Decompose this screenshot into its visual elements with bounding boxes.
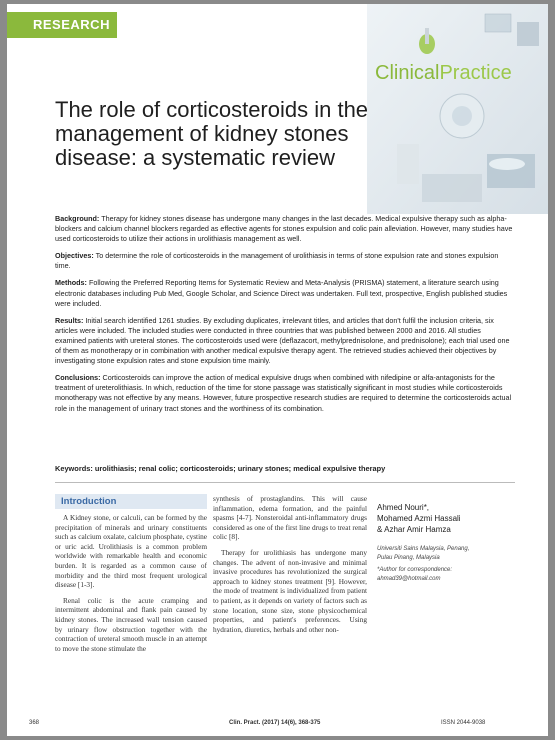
page-number: 368 xyxy=(29,720,40,726)
paragraph: A Kidney stone, or calculi, can be formed by the precipitation of minerals and urinary constituents such as calcium oxalate, calcium phosphate, cystine or uric acid. Urolithiasis is a common problem worldwide with remarkable health and economic burden. It is regarded as a common cause of morbidity and the third most frequent urological disease [1-3]. xyxy=(55,513,207,590)
abstract-results: Results: Initial search identified 1261 studies. By excluding duplicates, irrelevant titles, and articles that don't fulfil the inclusion criteria, six articles were included. The included studies were conducted in three countries that was published between 2000 and 2016. All studies examined patients with ureteral stones. The corticosteroids used were (deflazacort, methylprednisolone, and prednisolone); each trial used one of them as monotherapy or in combination with another medical expulsive therapy agent. The retrieved studies achieved their objectives by investigating stone expulsion rates and stone expulsion time mainly. xyxy=(55,315,510,366)
abstract-background: Background: Therapy for kidney stones disease has undergone many changes in the last decades. Medical expulsive therapy such as alpha-blockers and calcium channel blockers regarded as effective agents for stones expulsion and colic pain alleviation. However, many studies have used corticosteroids to utilize their actions in urolithiasis management as well. xyxy=(55,214,513,244)
abstract-objectives: Objectives: To determine the role of corticosteroids in the management of urolithiasis in terms of stone expulsion rate and stones expulsion time. xyxy=(55,251,499,271)
paragraph: synthesis of prostaglandins. This will cause inflammation, edema formation, and the painful spasms [4-7]. Nonsteroidal anti-inflammatory drugs considered as one of the first line drugs to treat renal colic [8]. xyxy=(213,494,367,542)
author-info xyxy=(377,502,517,583)
author-name: Mohamed Azmi Hassali xyxy=(377,514,461,523)
body-column-2 xyxy=(213,494,367,640)
journal-logo-part2: Practice xyxy=(439,62,512,84)
abstract xyxy=(55,214,513,421)
author-name: & Azhar Amir Hamza xyxy=(377,525,451,534)
divider xyxy=(55,482,515,483)
abstract-conclusions: Conclusions: Corticosteroids can improve the action of medical expulsive drugs when combined with nifedipine or alfa-antagonists for the treatment of ureterolithiasis. In which, reduction of the time for stone passage was statistically significant in most studies while corticosteroids monotherapy was not effective by any means. However, future prospective research studies are required to determine the corticosteroids actual role in the management of urinary tract stones and the worthiness of its combination. xyxy=(55,373,512,413)
body-column-1 xyxy=(55,494,207,659)
author-list xyxy=(377,502,517,535)
article-title: The role of corticosteroids in the management of kidney stones disease: a systematic review xyxy=(55,97,369,170)
article-page xyxy=(7,4,548,736)
journal-logo xyxy=(375,62,512,85)
abstract-methods: Methods: Following the Preferred Reporting Items for Systematic Review and Meta-Analysis (PRISMA) statement, a literature search using electronic databases including Pub Med, Google Scholar, and Science Direct was undertaken. Full text, prospective, English published studies were included. xyxy=(55,278,508,308)
lab-photo-banner xyxy=(367,4,548,214)
paragraph: Renal colic is the acute cramping and intermittent abdominal and flank pain caused by kidney stones. The increased wall tension caused by urinary flow obstruction together with the contraction of ureteral smooth muscle in an attempt to move the stone stimulate the xyxy=(55,595,207,653)
issn: ISSN 2044-9038 xyxy=(441,720,486,726)
author-name: Ahmed Nouri*, xyxy=(377,503,430,512)
journal-logo-part1: Clinical xyxy=(375,62,440,84)
section-heading-introduction: Introduction xyxy=(55,494,207,509)
paragraph: Therapy for urolithiasis has undergone many changes. The advent of non-invasive and minimal invasive procedures has revolutionized the surgical approach to kidney stones treatment [9]. However, the mode of treatment is individualized from patient to patient, as it depends on variety of factors such as stone location, stone size, stone physicochemical properties, and patient's preferences. Using hydration, diuretics, herbals and other non- xyxy=(213,547,367,634)
citation: Clin. Pract. (2017) 14(6), 368-375 xyxy=(229,720,321,726)
correspondence-email[interactable]: ahmad39@hotmail.com xyxy=(377,575,441,582)
affiliation: Universiti Sains Malaysia, Penang, Pulau Pinang, Malaysia *Author for correspondence: ahmad39@hotmail.com xyxy=(377,545,517,583)
section-tag: RESEARCH xyxy=(7,12,117,38)
keywords: Keywords: urolithiasis; renal colic; corticosteroids; urinary stones; medical expulsive therapy xyxy=(55,464,386,473)
